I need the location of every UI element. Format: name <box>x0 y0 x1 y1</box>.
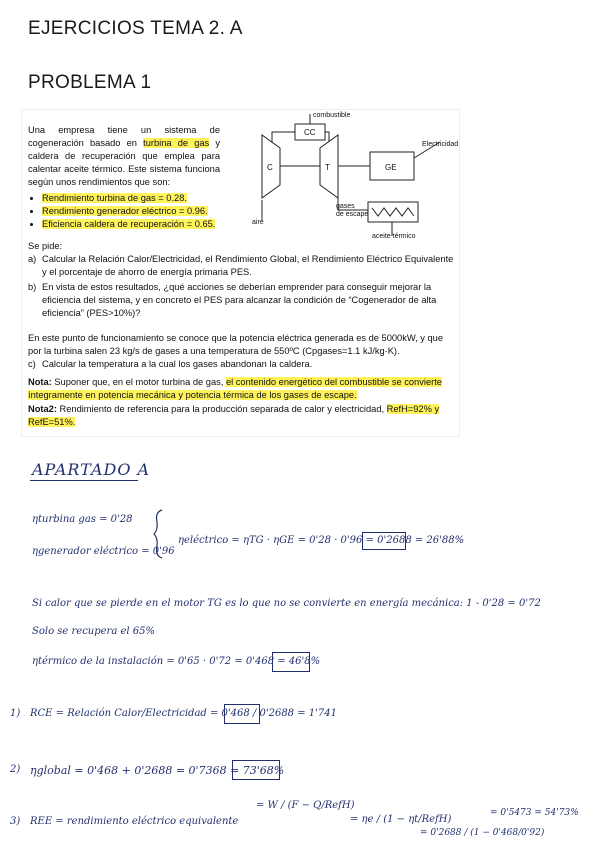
question-a: a) Calcular la Relación Calor/Electricidad, el Rendimiento Global, el Rendimiento Eléctrico Equivalente y el porcentaje de ahorro de energía primaria PES. <box>28 254 454 277</box>
item-number-3: 3) <box>10 816 21 827</box>
intro-highlight: turbina de gas <box>143 138 210 148</box>
heat-electricity-ratio: RCE = Relación Calor/Electricidad = 0'468 / 0'2688 = 1'741 <box>30 708 337 719</box>
ree-result: = 0'5473 = 54'73% <box>490 808 579 818</box>
turbine-label: T <box>325 163 330 172</box>
section-heading: APARTADO A <box>32 460 151 479</box>
result-box <box>272 652 310 672</box>
compressor-label: C <box>267 163 273 172</box>
global-efficiency: ηglobal = 0'468 + 0'2688 = 0'7368 = 73'68% <box>30 764 285 777</box>
section-underline <box>30 480 138 481</box>
air-to-cc-line <box>272 132 295 142</box>
cc-to-turbine-line <box>325 132 329 142</box>
combustible-label: combustible <box>313 112 351 119</box>
question-c: c) Calcular la temperatura a la cual los gases abandonan la caldera. <box>28 359 313 369</box>
problem-heading: PROBLEMA 1 <box>28 72 152 93</box>
thermal-efficiency: ηtérmico de la instalación = 0'65 · 0'72 = 0'468 = 46'8% <box>32 656 321 667</box>
operating-info: En este punto de funcionamiento se conoce que la potencia eléctrica generada es de 5000kW, y que por la turbina salen 23 kg/s de gases a una temperatura de 550ºC (Cpgases=1.1 kJ/kg·K). <box>28 333 444 356</box>
problem-intro <box>28 124 220 189</box>
item-number-1: 1) <box>10 708 21 719</box>
heat-loss-line: Si calor que se pierde en el motor TG es lo que no se convierte en energía mecánica: 1 - 0'28 = 0'72 <box>32 598 541 609</box>
cogeneration-diagram <box>222 110 459 240</box>
equivalent-electric-efficiency-label: REE = rendimiento eléctrico equivalente <box>30 816 239 827</box>
recovery-line: Solo se recupera el 65% <box>32 626 155 637</box>
brace-icon <box>152 508 166 560</box>
result-box <box>224 704 260 724</box>
question-b: b) En vista de estos resultados, ¿qué acciones se deberían emprender para conseguir mejorar la eficiencia del sistema, y en concreto el PES para alcanzar la condición de “Cogenerador de alta eficiencia” (PES>10%)? <box>28 282 437 318</box>
ree-formula-3: = 0'2688 / (1 − 0'468/0'92) <box>420 828 545 838</box>
intro-text-end: y caldera de recuperación que emplea para calentar aceite térmico. Este sistema funciona según unos rendimientos que son: <box>28 138 220 187</box>
intro-text-start: Una empresa tiene un sistema de cogeneración basado en <box>28 125 220 148</box>
air-label: aire <box>252 219 264 226</box>
page-title: EJERCICIOS TEMA 2. A <box>28 18 243 39</box>
list-item: • Rendimiento turbina de gas = 0.28. <box>42 192 242 205</box>
generator-efficiency: ηgenerador eléctrico = 0'96 <box>32 546 175 557</box>
result-box <box>362 532 406 550</box>
note-2: Nota2: Rendimiento de referencia para la producción separada de calor y electricidad, RefH=92% y RefE=51%. <box>28 404 440 427</box>
gas-turbine-efficiency: ηturbina gas = 0'28 <box>32 514 133 525</box>
list-item: • Eficiencia caldera de recuperación = 0.65. <box>42 218 242 231</box>
ree-formula-1: = W / (F − Q/RefH) <box>256 800 355 811</box>
exhaust-label: de escape <box>336 211 369 218</box>
note-1: Nota: Suponer que, en el motor turbina de gas, el contenido energético del combustible se convierte íntegramente en potencia mecánica y potencia térmica de los gases de escape. <box>28 377 442 400</box>
ree-formula-2: = ηe / (1 − ηt/RefH) <box>350 814 452 825</box>
list-item: • Rendimiento generador eléctrico = 0.96. <box>42 205 242 218</box>
se-pide-label: Se pide: <box>28 241 63 251</box>
oil-label: aceite térmico <box>372 233 416 240</box>
electricity-label: Electricidad <box>422 141 459 148</box>
cc-label: CC <box>304 128 316 137</box>
gases-label: gases <box>336 203 355 210</box>
problem-statement <box>22 110 459 436</box>
electrical-efficiency: ηeléctrico = ηTG · ηGE = 0'28 · 0'96 = 0'2688 = 26'88% <box>178 535 465 546</box>
result-box <box>232 760 280 780</box>
generator-label: GE <box>385 163 397 172</box>
item-number-2: 2) <box>10 764 21 775</box>
efficiency-list <box>28 192 242 231</box>
